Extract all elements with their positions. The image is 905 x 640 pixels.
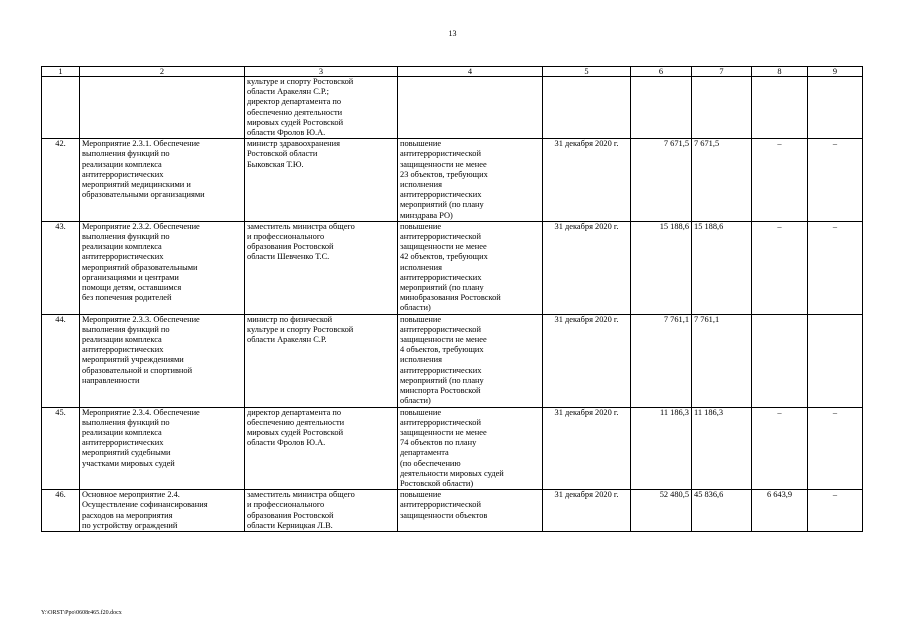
text-line: защищенности не менее [400,427,487,437]
event-cell [80,490,245,532]
text-line: Ростовской области) [400,478,474,488]
regional-cell: 11 186,3 [692,407,752,490]
empty-cell [398,77,543,139]
text-line: (по обеспечению [400,458,461,468]
text-line: направленности [82,375,140,385]
text-line: мероприятий образовательными [82,262,198,272]
event-cell [80,314,245,407]
text-line: министр здравоохранения [247,139,340,149]
column-number-row [42,67,863,77]
text-line: образования Ростовской [247,510,334,520]
text-line: повышение [400,221,442,231]
result-cell [398,139,543,222]
other-cell: – [808,490,863,532]
text-line: области Аракелян С.Р.; [247,87,329,97]
table-row [42,490,863,532]
text-line: обеспеченно деятельности [247,107,343,117]
other-cell: – [808,221,863,314]
text-line: Ростовской области [247,149,318,159]
text-line: мероприятий (по плану [400,283,484,293]
text-line: антитеррористических [82,169,164,179]
federal-cell: – [752,407,808,490]
text-line: культуре и спорту Ростовской [247,77,354,86]
table-row [42,221,863,314]
continuation-row [42,77,863,139]
text-line: антитеррористических [400,190,482,200]
other-cell: – [808,407,863,490]
empty-cell [80,77,245,139]
text-line: минспорта Ростовской [400,386,481,396]
empty-cell [752,77,808,139]
federal-cell: – [752,139,808,222]
text-line: антитеррористических [400,272,482,282]
text-line: исполнения [400,355,442,365]
column-header: 3 [245,67,398,77]
text-line: мировых судей Ростовской [247,117,344,127]
text-line: повышение [400,490,442,500]
responsible-cell [245,221,398,314]
text-line: мероприятий (по плану [400,375,484,385]
text-line: области Керницкая Л.В. [247,520,333,530]
text-line: заместитель министра общего [247,221,355,231]
text-line: мероприятий медицинскими и [82,180,191,190]
text-line: антитеррористической [400,232,481,242]
text-line: Осуществление софинансирования [82,500,208,510]
text-line: 74 объектов по плану [400,438,477,448]
text-line: Мероприятие 2.3.3. Обеспечение [82,314,200,324]
measures-table [41,66,863,532]
text-line: и профессионального [247,232,325,242]
deadline-cell: 31 декабря 2020 г. [543,221,631,314]
column-header: 6 [631,67,692,77]
text-line: защищенности не менее [400,242,487,252]
text-line: антитеррористической [400,324,481,334]
text-line: области Шевченко Т.С. [247,252,330,262]
text-line: области Аракелян С.Р. [247,335,327,345]
text-line: Мероприятие 2.3.2. Обеспечение [82,221,200,231]
federal-cell: – [752,221,808,314]
empty-cell [42,77,80,139]
result-cell [398,490,543,532]
regional-cell: 7 761,1 [692,314,752,407]
text-line: департамента [400,448,449,458]
text-line: антитеррористических [82,252,164,262]
event-cell [80,407,245,490]
text-line: области Фролов Ю.А. [247,128,326,138]
text-line: мировых судей Ростовской [247,427,344,437]
row-number: 45. [42,407,80,490]
column-header: 9 [808,67,863,77]
federal-cell [752,314,808,407]
text-line: выполнения функций по [82,417,170,427]
result-cell [398,221,543,314]
text-line: и профессионального [247,500,325,510]
federal-cell: 6 643,9 [752,490,808,532]
text-line: 23 объектов, требующих [400,169,488,179]
text-line: реализации комплекса [82,335,162,345]
row-number: 43. [42,221,80,314]
text-line: министр по физической [247,314,333,324]
responsible-cell [245,314,398,407]
row-number: 46. [42,490,80,532]
text-line: мероприятий судебными [82,448,171,458]
file-path-footer: Y:\ORST\Ppo\0608r465.f20.docx [41,610,122,616]
text-line: расходов на мероприятия [82,510,173,520]
text-line: антитеррористической [400,417,481,427]
text-line: Быковская Т.Ю. [247,159,304,169]
row-number: 44. [42,314,80,407]
page-number: 13 [448,29,457,38]
text-line: обеспечению деятельности [247,417,345,427]
text-line: антитеррористической [400,500,481,510]
total-cell: 11 186,3 [631,407,692,490]
empty-cell [631,77,692,139]
empty-cell [543,77,631,139]
total-cell: 15 188,6 [631,221,692,314]
deadline-cell: 31 декабря 2020 г. [543,314,631,407]
deadline-cell: 31 декабря 2020 г. [543,407,631,490]
text-line: заместитель министра общего [247,490,355,500]
column-header: 7 [692,67,752,77]
text-line: минобразования Ростовской [400,293,501,303]
table-row [42,139,863,222]
responsible-cell [245,77,398,139]
text-line: мероприятий (по плану [400,200,484,210]
text-line: антитеррористических [82,345,164,355]
deadline-cell: 31 декабря 2020 г. [543,490,631,532]
text-line: антитеррористических [400,365,482,375]
column-header: 5 [543,67,631,77]
text-line: повышение [400,314,442,324]
text-line: деятельности мировых судей [400,468,504,478]
responsible-cell [245,490,398,532]
result-cell [398,314,543,407]
regional-cell: 15 188,6 [692,221,752,314]
empty-cell [808,77,863,139]
text-line: по устройству ограждений [82,520,178,530]
responsible-cell [245,407,398,490]
text-line: Мероприятие 2.3.1. Обеспечение [82,139,200,149]
text-line: области) [400,303,431,313]
text-line: исполнения [400,262,442,272]
text-line: исполнения [400,180,442,190]
text-line: области Фролов Ю.А. [247,438,326,448]
table-row [42,407,863,490]
text-line: директор департамента по [247,407,342,417]
column-header: 1 [42,67,80,77]
text-line: антитеррористических [82,438,164,448]
text-line: выполнения функций по [82,324,170,334]
text-line: без попечения родителей [82,293,172,303]
event-cell [80,139,245,222]
result-cell [398,407,543,490]
column-header: 8 [752,67,808,77]
text-line: реализации комплекса [82,427,162,437]
text-line: выполнения функций по [82,232,170,242]
text-line: Основное мероприятие 2.4. [82,490,180,500]
text-line: выполнения функций по [82,149,170,159]
text-line: мероприятий учреждениями [82,355,184,365]
other-cell: – [808,139,863,222]
row-number: 42. [42,139,80,222]
text-line: образовательной и спортивной [82,365,193,375]
text-line: образования Ростовской [247,242,334,252]
text-line: реализации комплекса [82,242,162,252]
text-line: реализации комплекса [82,159,162,169]
responsible-cell [245,139,398,222]
text-line: участками мировых судей [82,458,175,468]
text-line: минздрава РО) [400,210,453,220]
total-cell: 52 480,5 [631,490,692,532]
text-line: области) [400,396,431,406]
event-cell [80,221,245,314]
empty-cell [692,77,752,139]
text-line: защищенности объектов [400,510,488,520]
regional-cell: 45 836,6 [692,490,752,532]
total-cell: 7 761,1 [631,314,692,407]
text-line: антитеррористической [400,149,481,159]
text-line: защищенности не менее [400,335,487,345]
other-cell [808,314,863,407]
deadline-cell: 31 декабря 2020 г. [543,139,631,222]
column-header: 2 [80,67,245,77]
column-header: 4 [398,67,543,77]
text-line: защищенности не менее [400,159,487,169]
total-cell: 7 671,5 [631,139,692,222]
regional-cell: 7 671,5 [692,139,752,222]
text-line: культуре и спорту Ростовской [247,324,354,334]
table-row [42,314,863,407]
text-line: повышение [400,139,442,149]
text-line: образовательными организациями [82,190,205,200]
text-line: Мероприятие 2.3.4. Обеспечение [82,407,200,417]
text-line: директор департамента по [247,97,342,107]
text-line: организациями и центрами [82,272,179,282]
text-line: 42 объектов, требующих [400,252,488,262]
text-line: 4 объектов, требующих [400,345,484,355]
text-line: повышение [400,407,442,417]
text-line: помощи детям, оставшимся [82,283,182,293]
